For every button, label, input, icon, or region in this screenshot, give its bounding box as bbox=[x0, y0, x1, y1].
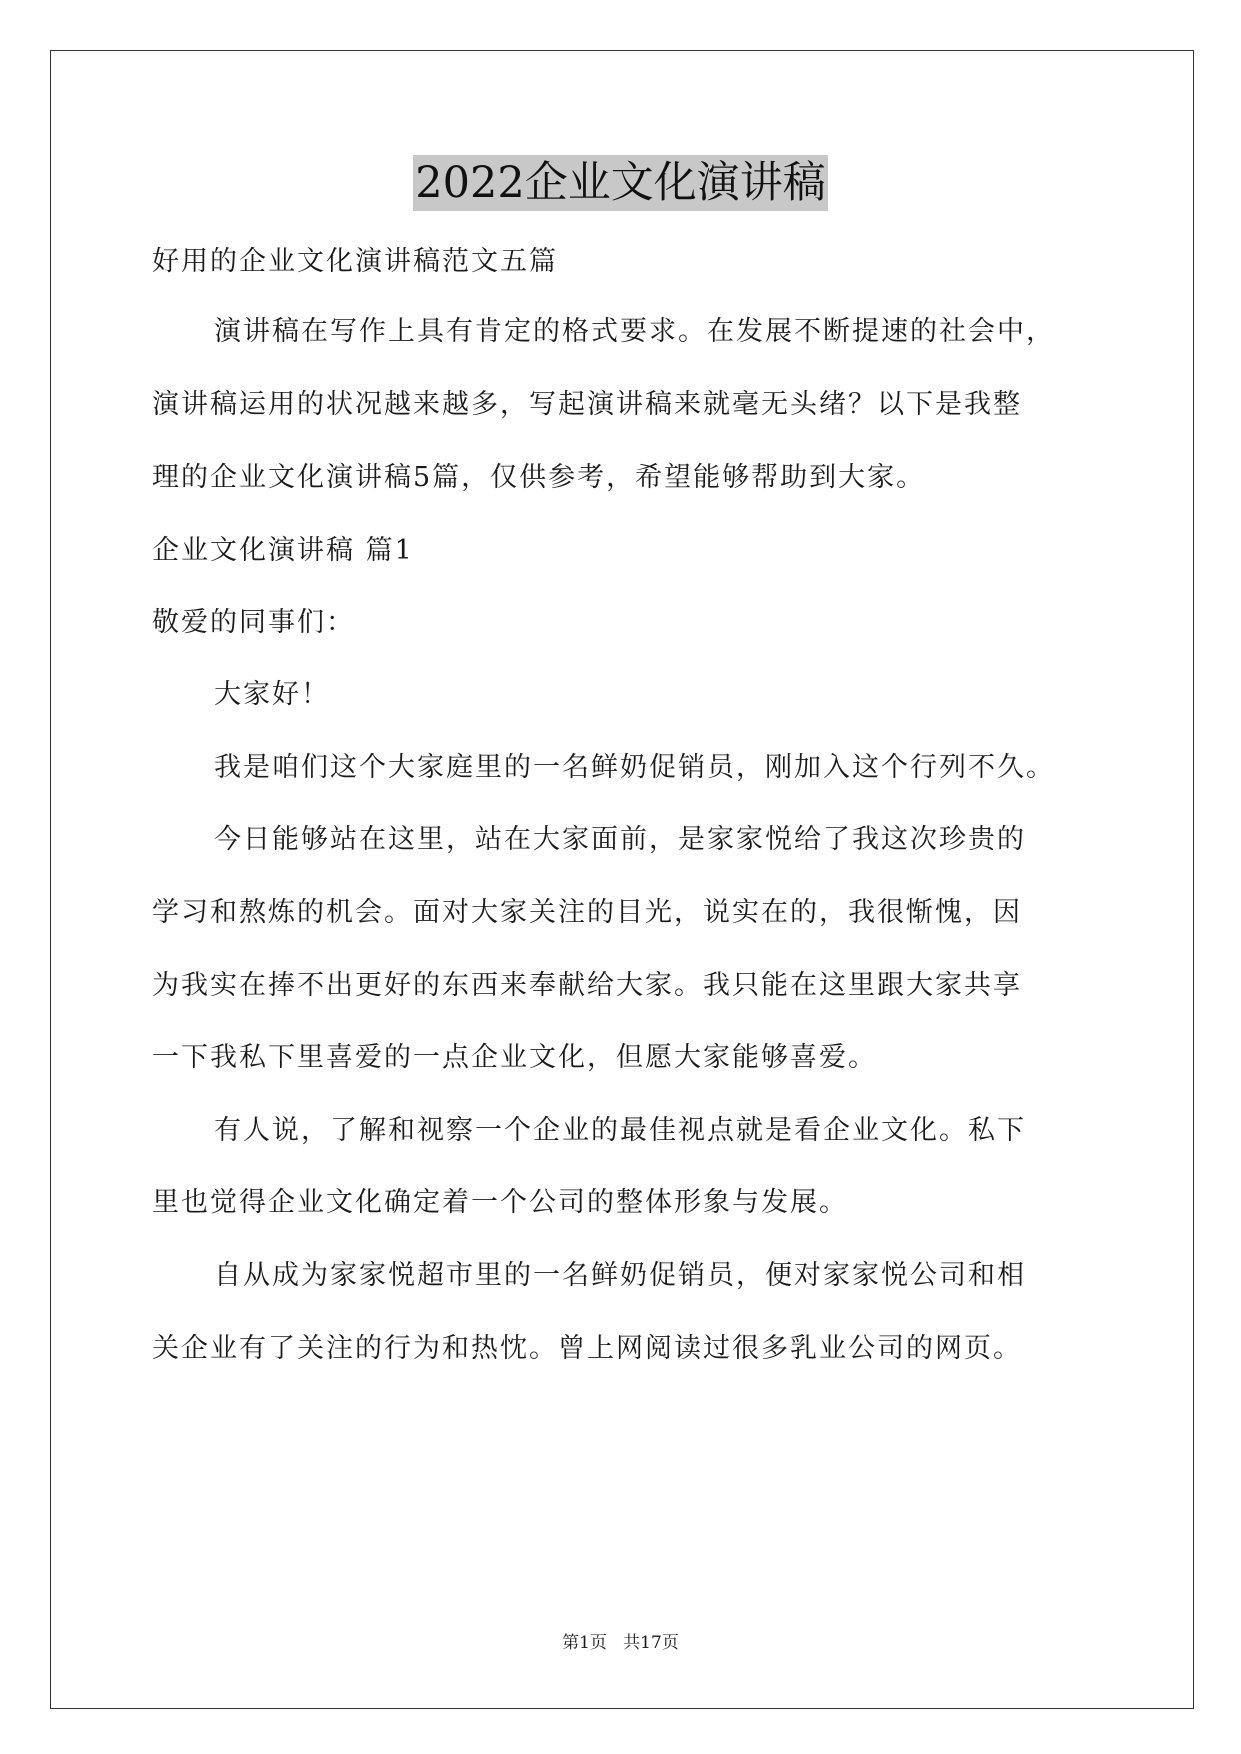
page-footer: 第1页 共17页 bbox=[562, 1633, 679, 1653]
body-line: 一下我私下里喜爱的一点企业文化，但愿大家能够喜爱。 bbox=[152, 1042, 877, 1073]
body-line: 有人说，了解和视察一个企业的最佳视点就是看企业文化。私下 bbox=[214, 1115, 1026, 1146]
body-line: 自从成为家家悦超市里的一名鲜奶促销员，便对家家悦公司和相 bbox=[214, 1260, 1026, 1291]
body-line: 学习和熬炼的机会。面对大家关注的目光，说实在的，我很惭愧，因 bbox=[152, 897, 1022, 928]
subtitle-line: 好用的企业文化演讲稿范文五篇 bbox=[152, 246, 558, 277]
section-heading: 企业文化演讲稿 篇1 bbox=[152, 535, 414, 566]
body-line: 关企业有了关注的行为和热忱。曾上网阅读过很多乳业公司的网页。 bbox=[152, 1333, 1022, 1364]
page-border bbox=[50, 50, 1194, 1709]
body-line: 演讲稿在写作上具有肯定的格式要求。在发展不断提速的社会中， bbox=[214, 316, 1055, 347]
body-line: 演讲稿运用的状况越来越多，写起演讲稿来就毫无头绪？以下是我整 bbox=[152, 389, 1022, 420]
body-line: 为我实在捧不出更好的东西来奉献给大家。我只能在这里跟大家共享 bbox=[152, 970, 1022, 1001]
salutation-line: 敬爱的同事们： bbox=[152, 607, 355, 638]
greeting-line: 大家好！ bbox=[214, 679, 330, 710]
body-line: 今日能够站在这里，站在大家面前，是家家悦给了我这次珍贵的 bbox=[214, 824, 1026, 855]
body-line: 里也觉得企业文化确定着一个公司的整体形象与发展。 bbox=[152, 1187, 848, 1218]
body-line: 我是咱们这个大家庭里的一名鲜奶促销员，刚加入这个行列不久。 bbox=[214, 752, 1055, 783]
title-container bbox=[0, 155, 1241, 211]
body-line: 理的企业文化演讲稿5篇，仅供参考，希望能够帮助到大家。 bbox=[152, 462, 926, 493]
document-title: 2022企业文化演讲稿 bbox=[413, 155, 827, 211]
